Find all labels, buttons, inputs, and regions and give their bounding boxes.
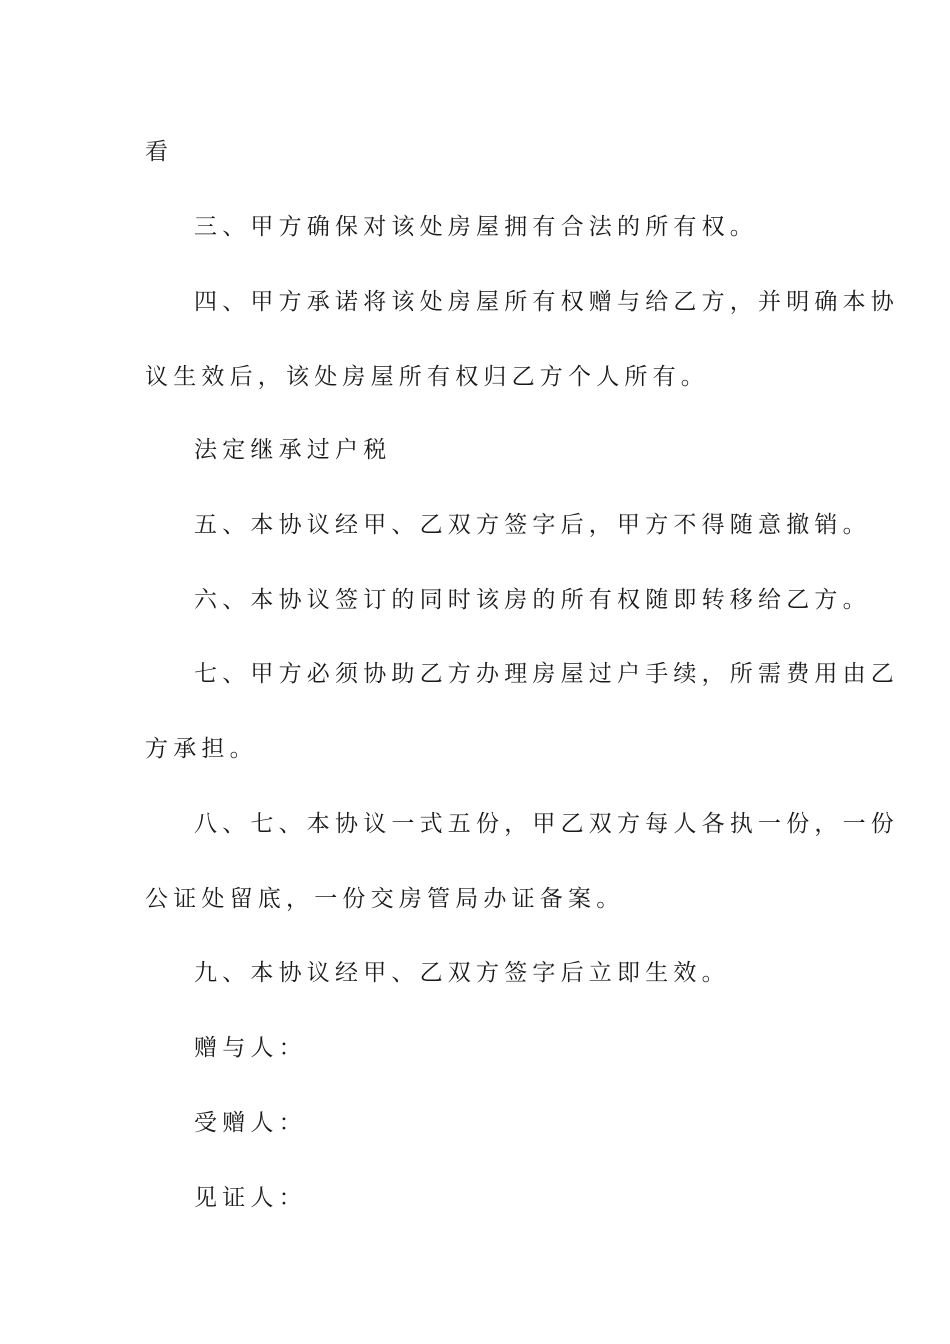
clause-8-line-1: 八、七、本协议一式五份，甲乙双方每人各执一份，一份 — [194, 811, 899, 837]
clause-4-line-1: 四、甲方承诺将该处房屋所有权赠与给乙方，并明确本协 — [194, 289, 899, 315]
donee-signature-label: 受赠人： — [194, 1110, 307, 1136]
clause-9: 九、本协议经甲、乙双方签字后立即生效。 — [194, 960, 730, 986]
inserted-heading: 法定继承过户税 — [194, 437, 392, 463]
donor-signature-label: 赠与人： — [194, 1035, 307, 1061]
clause-7-line-1: 七、甲方必须协助乙方办理房屋过户手续，所需费用由乙 — [194, 661, 899, 687]
continuation-text: 看 — [145, 139, 174, 165]
clause-7-line-2: 方承担。 — [145, 736, 258, 762]
witness-signature-label: 见证人： — [194, 1185, 307, 1211]
clause-8-line-2: 公证处留底，一份交房管局办证备案。 — [145, 886, 625, 912]
clause-3: 三、甲方确保对该处房屋拥有合法的所有权。 — [194, 214, 758, 240]
clause-6: 六、本协议签订的同时该房的所有权随即转移给乙方。 — [194, 587, 871, 613]
clause-4-line-2: 议生效后，该处房屋所有权归乙方个人所有。 — [145, 364, 709, 390]
clause-5: 五、本协议经甲、乙双方签字后，甲方不得随意撤销。 — [194, 512, 871, 538]
